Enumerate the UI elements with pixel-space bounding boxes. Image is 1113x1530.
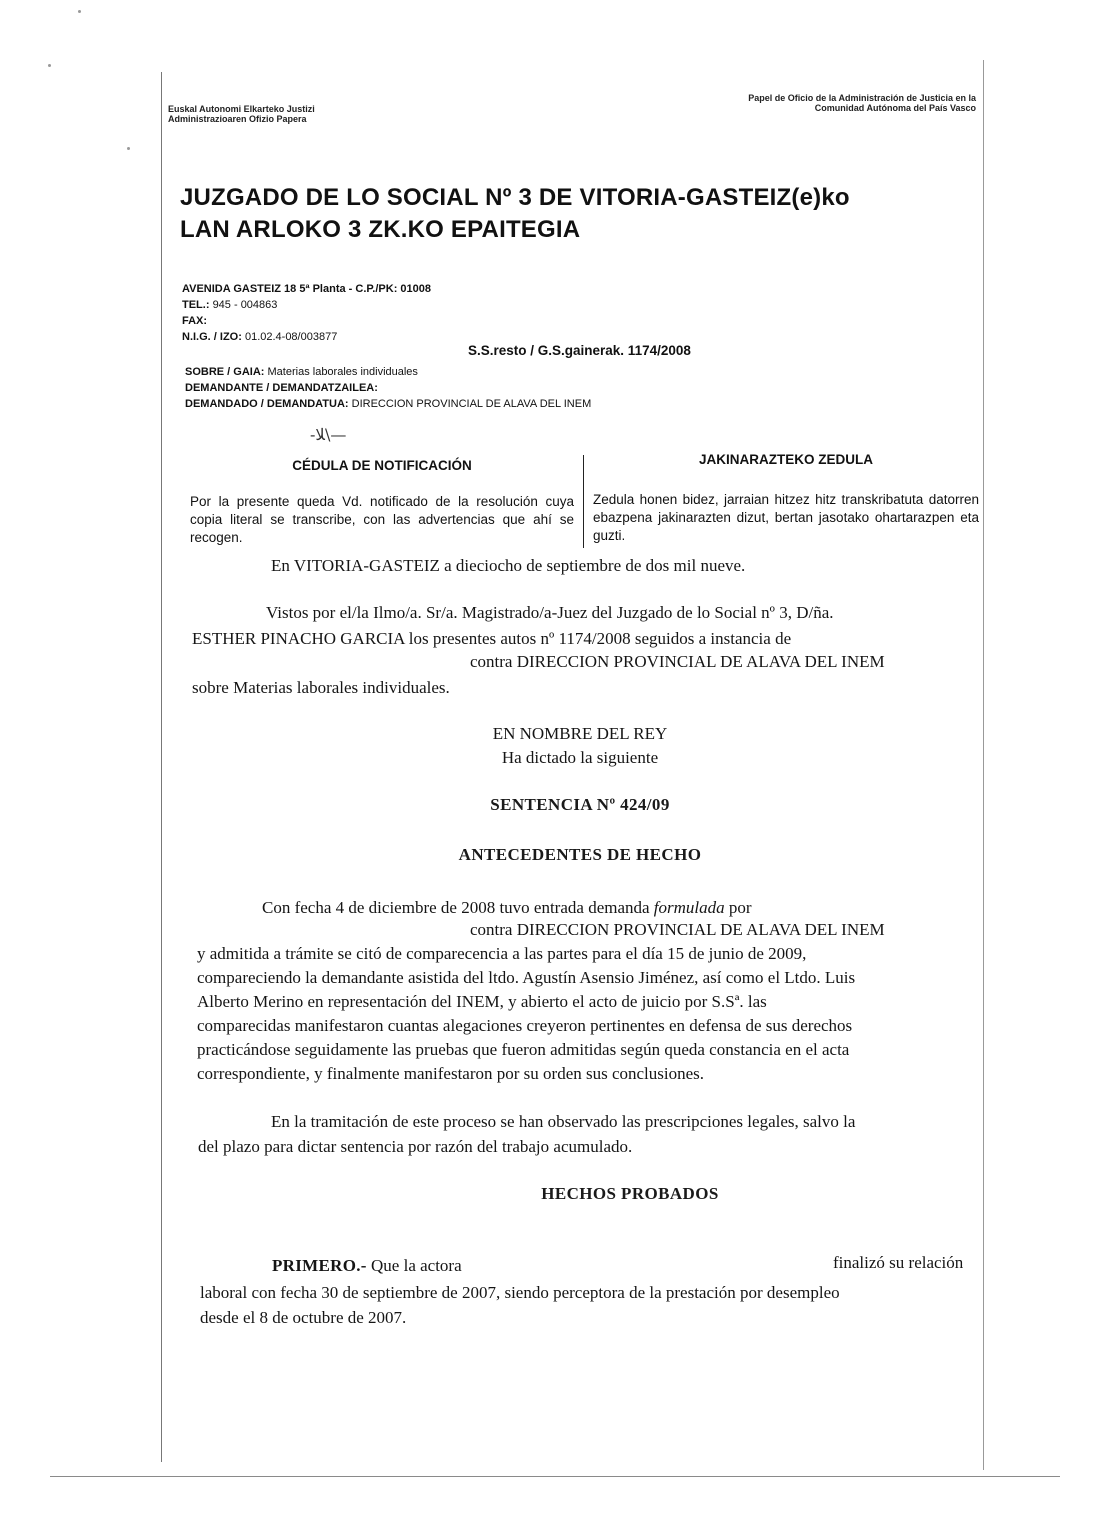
notification-divider — [583, 455, 584, 548]
primero-label: PRIMERO.- — [272, 1256, 367, 1275]
date-line: En VITORIA-GASTEIZ a dieciocho de septiembre de dos mil nueve. — [271, 556, 746, 575]
court-address — [182, 283, 431, 296]
header-right — [660, 93, 976, 113]
antecedentes-line: correspondiente, y finalmente manifestaron por su orden sus conclusiones. — [197, 1064, 705, 1083]
court-fax — [182, 315, 207, 328]
address-label: AVENIDA GASTEIZ 18 5ª Planta - C.P./PK: — [182, 283, 398, 295]
tel-label: TEL.: — [182, 299, 210, 311]
header-left-line: Euskal Autonomi Elkarteko Justizi — [168, 104, 315, 114]
subject-value: Materias laborales individuales — [267, 366, 418, 378]
defendant-label: DEMANDADO / DEMANDATUA: — [185, 398, 349, 410]
court-phone — [182, 299, 277, 312]
antecedentes-text: Con fecha 4 de diciembre de 2008 tuvo entrada demanda — [262, 898, 650, 917]
court-nig — [182, 331, 337, 344]
antecedentes-line: contra DIRECCION PROVINCIAL DE ALAVA DEL INEM — [470, 920, 885, 939]
nig-value: 01.02.4-08/003877 — [244, 331, 338, 343]
antecedentes-line: Alberto Merino en representación del INEM, y abierto el acto de juicio por S.Sª. las — [197, 992, 767, 1011]
scan-speck — [127, 147, 130, 150]
postal-code: 01008 — [400, 283, 432, 295]
antecedentes-text: por — [728, 898, 752, 917]
primero-line — [272, 1254, 462, 1277]
sentencia-heading: SENTENCIA Nº 424/09 — [490, 795, 670, 814]
notification-es-title: CÉDULA DE NOTIFICACIÓN — [292, 458, 472, 473]
defendant-value: DIRECCION PROVINCIAL DE ALAVA DEL INEM — [351, 398, 592, 410]
antecedentes-line: compareciendo la demandante asistida del ltdo. Agustín Asensio Jiménez, así como el Ltdo. Luis — [197, 968, 856, 987]
primero-line: desde el 8 de octubre de 2007. — [200, 1308, 407, 1327]
antecedentes-line — [262, 896, 752, 919]
tramitacion-line: del plazo para dictar sentencia por razón del trabajo acumulado. — [198, 1137, 633, 1156]
fax-label: FAX: — [182, 315, 208, 327]
case-plaintiff — [185, 382, 378, 395]
vistos-line: contra DIRECCION PROVINCIAL DE ALAVA DEL INEM — [470, 652, 885, 671]
antecedentes-heading: ANTECEDENTES DE HECHO — [458, 845, 702, 864]
tramitacion-line: En la tramitación de este proceso se han observado las prescripciones legales, salvo la — [271, 1112, 856, 1131]
case-reference: S.S.resto / G.S.gainerak. 1174/2008 — [468, 343, 691, 358]
vistos-line: Vistos por el/la Ilmo/a. Sr/a. Magistrado/a-Juez del Juzgado de lo Social nº 3, D/ña. — [266, 603, 834, 622]
header-right-line: Papel de Oficio de la Administración de Justicia en la — [748, 93, 976, 103]
notification-eu-title: JAKINARAZTEKO ZEDULA — [699, 452, 873, 467]
scan-speck — [78, 10, 81, 13]
antecedentes-line: comparecidas manifestaron cuantas alegaciones creyeron pertinentes en defensa de sus derechos — [197, 1016, 853, 1035]
hechos-heading: HECHOS PROBADOS — [541, 1184, 719, 1203]
court-title — [180, 182, 850, 246]
nig-label: N.I.G. / IZO: — [182, 331, 242, 343]
header-left — [168, 104, 315, 124]
tel-value: 945 - 004863 — [212, 299, 278, 311]
court-title-line2: LAN ARLOKO 3 ZK.KO EPAITEGIA — [180, 216, 581, 243]
notification-eu-text: Zedula honen bidez, jarraian hitzez hitz transkribatuta datorren ebazpena jakinarazten dizut, bertan jasotako ohartarazpen eta guzti. — [593, 492, 979, 543]
antecedentes-line: y admitida a trámite se citó de comparecencia a las partes para el día 15 de junio de 2009, — [197, 944, 807, 963]
plaintiff-label: DEMANDANTE / DEMANDATZAILEA: — [185, 382, 378, 394]
handwritten-mark: -ﻼ\— — [310, 425, 347, 444]
primero-text: Que la actora — [371, 1256, 462, 1275]
scan-speck — [48, 64, 51, 67]
right-margin-line — [983, 60, 984, 1470]
left-margin-line — [161, 72, 162, 1462]
vistos-line: sobre Materias laborales individuales. — [192, 678, 450, 697]
header-right-line: Comunidad Autónoma del País Vasco — [814, 103, 976, 113]
case-subject — [185, 366, 418, 379]
primero-line: finalizó su relación — [833, 1253, 964, 1272]
bottom-rule — [50, 1476, 1060, 1477]
antecedentes-line: practicándose seguidamente las pruebas que fueron admitidas según queda constancia en el acta — [197, 1040, 850, 1059]
subject-label: SOBRE / GAIA: — [185, 366, 265, 378]
header-left-line: Administrazioaren Ofizio Papera — [168, 114, 307, 124]
notification-es-text: Por la presente queda Vd. notificado de la resolución cuya copia literal se transcribe, con las advertencias que ahí se recogen. — [190, 494, 574, 545]
rey-line: EN NOMBRE DEL REY — [492, 724, 668, 743]
antecedentes-italic: formulada — [653, 898, 725, 917]
vistos-line: ESTHER PINACHO GARCIA los presentes autos nº 1174/2008 seguidos a instancia de — [192, 629, 792, 648]
primero-line: laboral con fecha 30 de septiembre de 2007, siendo perceptora de la prestación por desempleo — [200, 1283, 840, 1302]
rey-line: Ha dictado la siguiente — [501, 748, 659, 767]
court-title-line1: JUZGADO DE LO SOCIAL Nº 3 DE VITORIA-GASTEIZ(e)ko — [180, 184, 850, 211]
case-defendant — [185, 398, 591, 411]
